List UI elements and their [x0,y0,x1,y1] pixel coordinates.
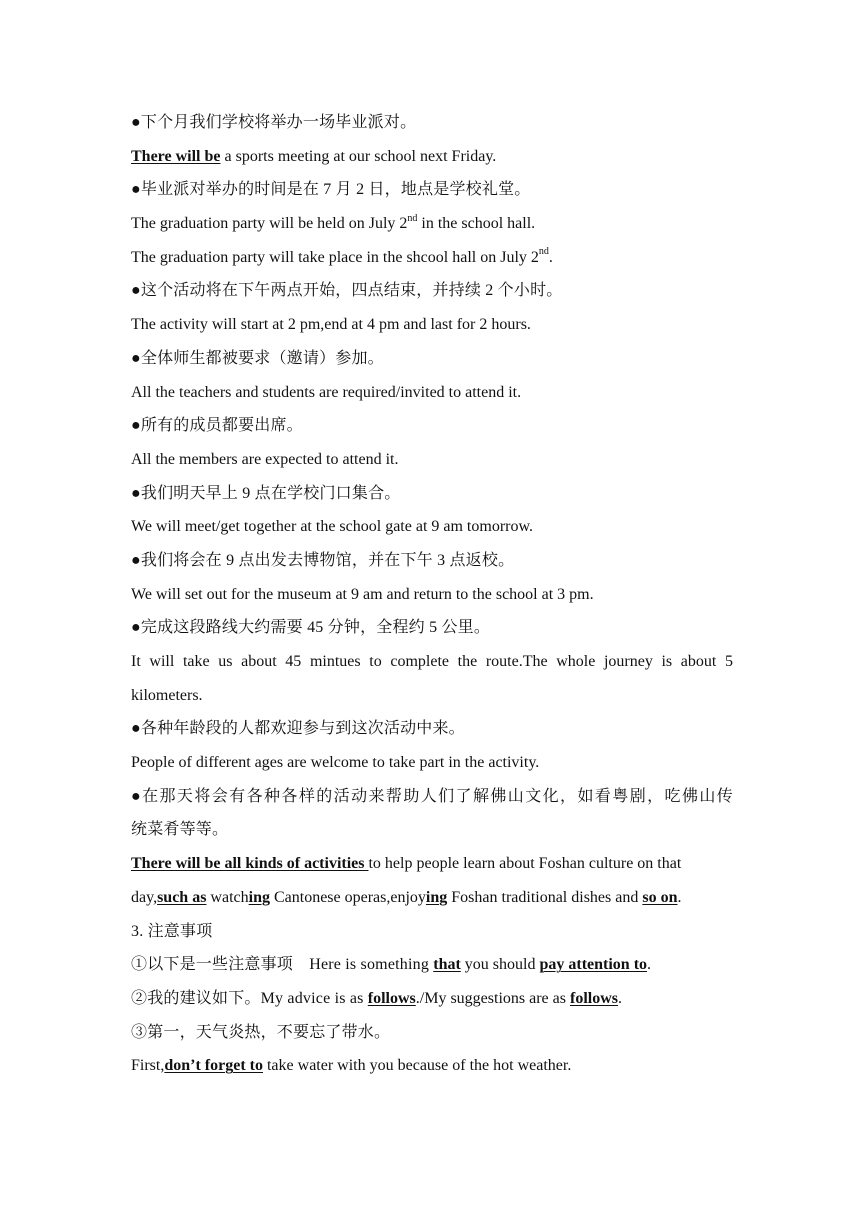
key-phrase: that [433,956,461,974]
note-line-3: ③第一，天气炎热，不要忘了带水。 [131,1023,391,1041]
sentence-text: . [647,956,652,974]
sentence-text: ①以下是一些注意事项 Here is something [131,956,434,974]
sentence-text: First, [131,1057,165,1075]
note-line-1 [131,948,733,982]
key-suffix: ing [248,888,270,906]
sentence-text: to help people learn about Foshan culture on that [368,855,682,873]
sentence-text: watch [206,888,249,906]
key-phrase: don’t forget to [164,1057,263,1075]
zh-line-2: ●毕业派对举办的时间是在 7 月 2 日，地点是学校礼堂。 [131,181,531,199]
en-line-7: We will meet/get together at the school gate at 9 am tomorrow. [131,518,533,536]
sentence-text: take water with you because of the hot weather. [262,1057,572,1075]
sentence-text: day, [131,888,158,906]
key-phrase: so on [642,888,678,906]
zh-line-11: 统菜肴等等。 [131,821,229,839]
zh-line-1: ●下个月我们学校将举办一场毕业派对。 [131,114,417,131]
en-line-10: kilometers. [131,686,203,704]
key-phrase: There will be [131,147,221,165]
en-line-12 [131,847,733,881]
zh-line-6: ●我们明天早上 9 点在学校门口集合。 [131,484,401,502]
zh-line-10: ●在那天将会有各种各样的活动来帮助人们了解佛山文化，如看粤剧，吃佛山传 [131,787,733,805]
zh-line-7: ●我们将会在 9 点出发去博物馆，并在下午 3 点返校。 [131,551,515,569]
sentence-text: in the school hall. [417,215,536,233]
zh-line-5: ●所有的成员都要出席。 [131,417,303,435]
en-line-11: People of different ages are welcome to take part in the activity. [131,754,540,772]
sentence-text: ②我的建议如下。My advice is as [131,989,368,1007]
en-line-5: All the teachers and students are required/invited to attend it. [131,383,522,401]
key-phrase: pay attention to [539,956,648,974]
sentence-text: Cantonese operas,enjoy [269,888,426,906]
en-line-9: It will take us about 45 mintues to complete the route.The whole journey is about 5 [131,653,733,670]
zh-line-8: ●完成这段路线大约需要 45 分钟，全程约 5 公里。 [131,619,491,637]
sentence-text: you should [460,956,540,974]
en-line-4: The activity will start at 2 pm,end at 4 pm and last for 2 hours. [131,316,531,334]
sentence-text: The graduation party will take place in the shcool hall on July 2 [131,248,539,266]
note-line-2 [131,982,733,1016]
key-phrase: There will be all kinds of activities [131,855,369,873]
ordinal-suffix: nd [538,246,549,258]
section-heading: 3. 注意事项 [131,922,213,940]
en-line-2 [131,207,733,241]
key-phrase: follows [569,989,618,1007]
sentence-text: Foshan traditional dishes and [447,888,643,906]
document-page [131,106,733,1083]
sentence-text: . [677,888,682,906]
en-line-13 [131,881,733,915]
zh-line-4: ●全体师生都被要求（邀请）参加。 [131,349,384,367]
en-line-3 [131,241,733,275]
sentence-text: . [617,989,622,1007]
sentence-text: . [548,248,553,266]
en-line-1 [131,140,733,174]
zh-line-3: ●这个活动将在下午两点开始，四点结束，并持续 2 个小时。 [131,282,563,300]
key-suffix: ing [425,888,448,906]
zh-line-9: ●各种年龄段的人都欢迎参与到这次活动中来。 [131,720,465,738]
sentence-text: ./My suggestions are as [415,989,570,1007]
en-line-8: We will set out for the museum at 9 am and return to the school at 3 pm. [131,585,594,603]
key-phrase: such as [157,888,207,906]
key-phrase: follows [367,989,416,1007]
ordinal-suffix: nd [407,212,418,224]
en-line-14 [131,1049,733,1083]
en-line-6: All the members are expected to attend it. [131,450,399,468]
sentence-text: The graduation party will be held on July 2 [131,215,408,233]
sentence-text: a sports meeting at our school next Friday. [220,147,497,165]
